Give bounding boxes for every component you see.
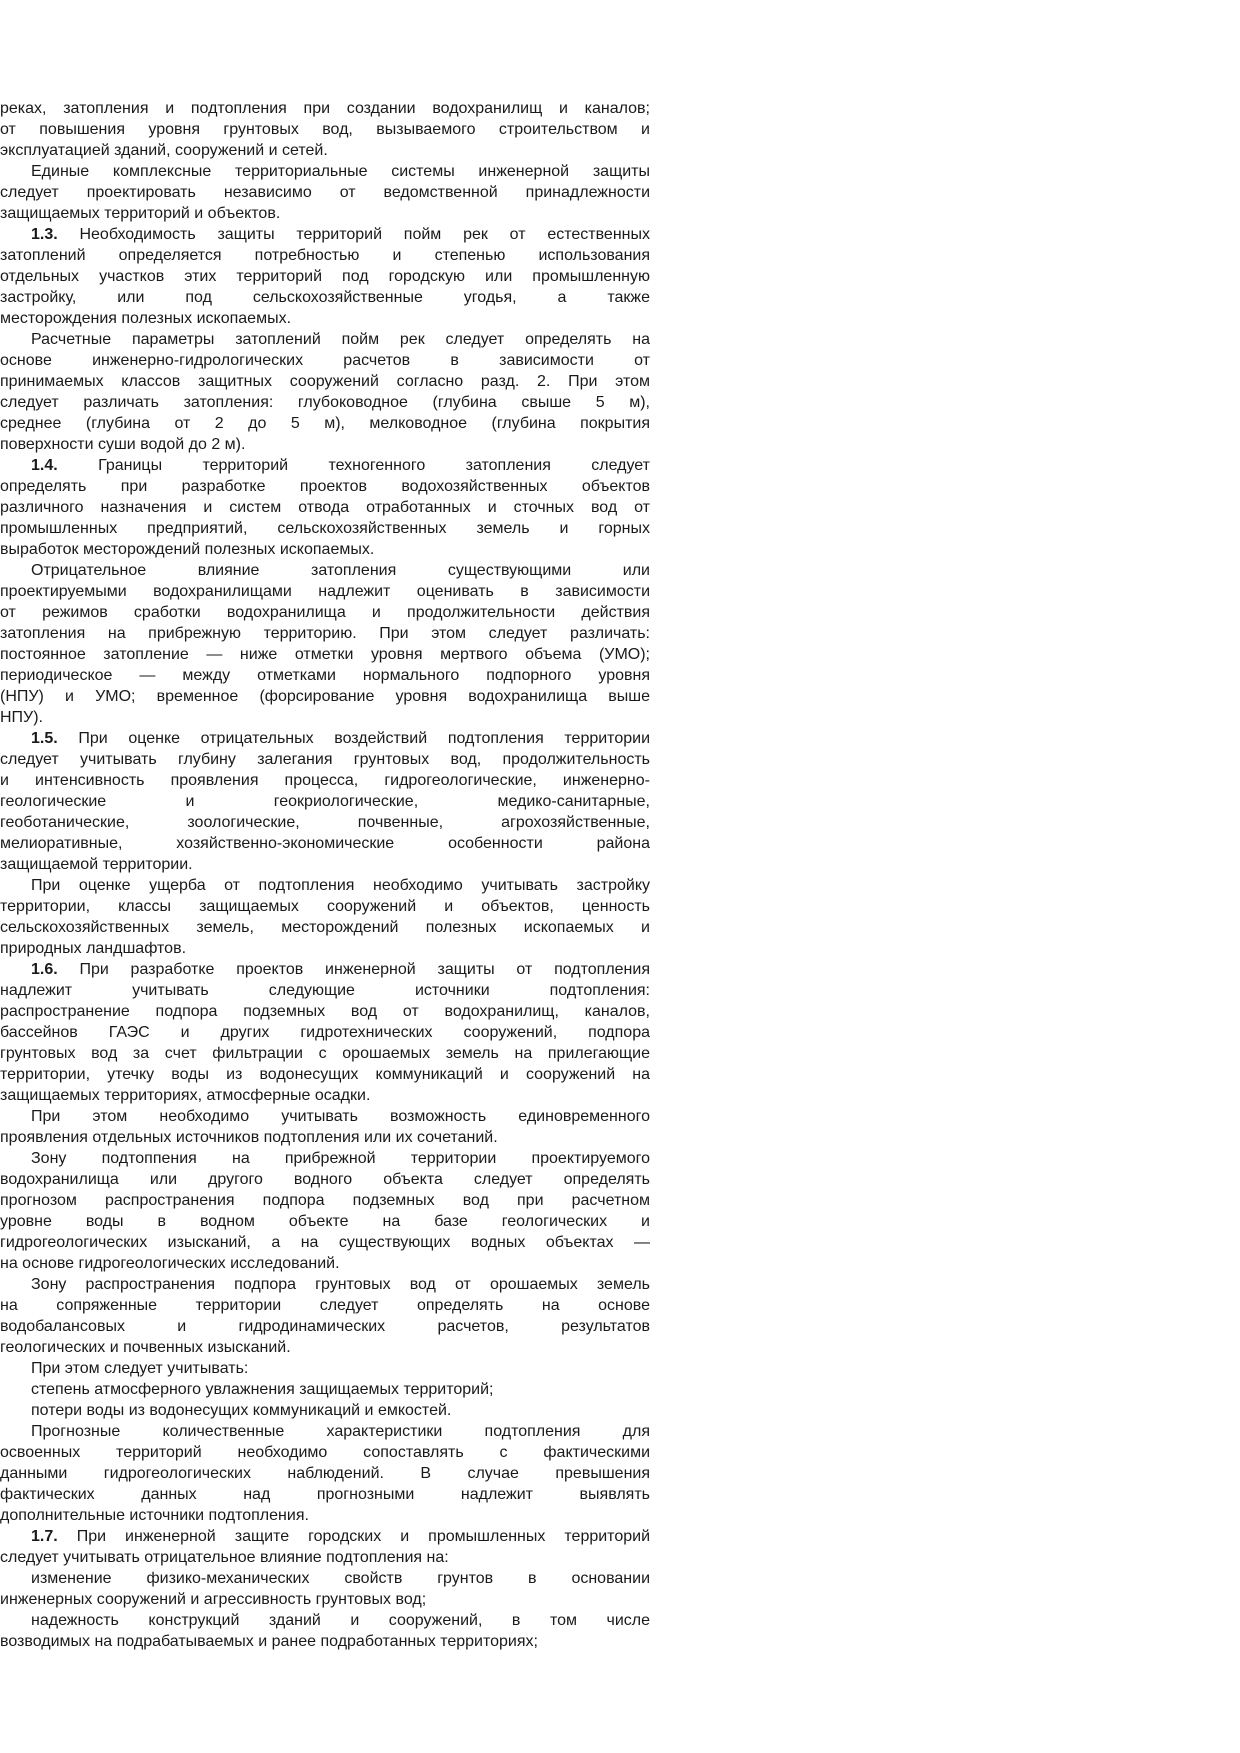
line-text: основе инженерно-гидрологических расчетов в зависимости от: [0, 352, 650, 369]
text-line: [0, 1484, 650, 1505]
text-line: [0, 476, 650, 497]
line-text: НПУ).: [0, 709, 43, 726]
line-text: Отрицательное влияние затопления существующими или: [31, 562, 650, 579]
line-text: выработок месторождений полезных ископаемых.: [0, 541, 375, 558]
line-text: среднее (глубина от 2 до 5 м), мелководное (глубина покрытия: [0, 415, 650, 432]
text-line: [0, 1358, 650, 1379]
line-text: Зону распространения подпора грунтовых вод от орошаемых земель: [31, 1276, 650, 1293]
text-line: [0, 1253, 650, 1274]
text-line: [0, 1085, 650, 1106]
paragraph: [0, 1568, 650, 1610]
line-text: При этом следует учитывать:: [31, 1360, 249, 1377]
text-line: [0, 938, 650, 959]
paragraph: [0, 1106, 650, 1148]
line-text: уровне воды в водном объекте на базе геологических и: [0, 1213, 650, 1230]
line-text: и интенсивность проявления процесса, гидрогеологические, инженерно-: [0, 772, 650, 789]
text-line: [0, 1043, 650, 1064]
line-text: потери воды из водонесущих коммуникаций и емкостей.: [31, 1402, 452, 1419]
text-line: [0, 497, 650, 518]
line-text: освоенных территорий необходимо сопоставлять с фактическими: [0, 1444, 650, 1461]
line-text: отдельных участков этих территорий под городскую или промышленную: [0, 268, 650, 285]
line-text: застройку, или под сельскохозяйственные угодья, а также: [0, 289, 650, 306]
text-line: [0, 1400, 650, 1421]
document-body: [0, 98, 650, 1652]
paragraph: [0, 1400, 650, 1421]
line-text: Единые комплексные территориальные системы инженерной защиты: [31, 163, 650, 180]
line-text: бассейнов ГАЭС и других гидротехнических сооружений, подпора: [0, 1024, 650, 1041]
paragraph: [0, 875, 650, 959]
line-text: месторождения полезных ископаемых.: [0, 310, 292, 327]
line-text: (НПУ) и УМО; временное (форсирование уровня водохранилища выше: [0, 688, 650, 705]
line-text: При разработке проектов инженерной защиты от подтопления: [57, 961, 650, 978]
line-text: проектируемыми водохранилищами надлежит оценивать в зависимости: [0, 583, 650, 600]
text-line: [0, 1589, 650, 1610]
section-number: 1.7.: [31, 1528, 58, 1545]
line-text: При оценке ущерба от подтопления необходимо учитывать застройку: [31, 877, 650, 894]
line-text: водохранилища или другого водного объекта следует определять: [0, 1171, 650, 1188]
text-line: [0, 686, 650, 707]
line-text: данными гидрогеологических наблюдений. В случае превышения: [0, 1465, 650, 1482]
line-text: защищаемых территорий и объектов.: [0, 205, 281, 222]
paragraph: [0, 1610, 650, 1652]
line-text: прогнозом распространения подпора подземных вод при расчетном: [0, 1192, 650, 1209]
line-text: При инженерной защите городских и промышленных территорий: [57, 1528, 650, 1545]
line-text: периодическое — между отметками нормального подпорного уровня: [0, 667, 650, 684]
text-line: [0, 1526, 650, 1547]
text-line: [0, 1064, 650, 1085]
text-line: [0, 1127, 650, 1148]
text-line: [0, 1295, 650, 1316]
paragraph: [0, 1148, 650, 1274]
text-line: [0, 1379, 650, 1400]
text-line: [0, 434, 650, 455]
text-line: [0, 182, 650, 203]
text-line: [0, 1421, 650, 1442]
line-text: дополнительные источники подтопления.: [0, 1507, 309, 1524]
line-text: затоплений определяется потребностью и степенью использования: [0, 247, 650, 264]
text-line: [0, 1190, 650, 1211]
section-number: 1.4.: [31, 457, 58, 474]
line-text: защищаемой территории.: [0, 856, 193, 873]
line-text: следует различать затопления: глубоководное (глубина свыше 5 м),: [0, 394, 650, 411]
line-text: изменение физико-механических свойств грунтов в основании: [31, 1570, 650, 1587]
text-line: [0, 1547, 650, 1568]
text-line: [0, 875, 650, 896]
paragraph: [0, 161, 650, 224]
text-line: [0, 140, 650, 161]
line-text: территории, классы защищаемых сооружений и объектов, ценность: [0, 898, 650, 915]
text-line: [0, 581, 650, 602]
text-line: [0, 329, 650, 350]
line-text: принимаемых классов защитных сооружений согласно разд. 2. При этом: [0, 373, 650, 390]
text-line: [0, 98, 650, 119]
paragraph: [0, 1421, 650, 1526]
line-text: на сопряженные территории следует определять на основе: [0, 1297, 650, 1314]
line-text: геологические и геокриологические, медико-санитарные,: [0, 793, 650, 810]
line-text: промышленных предприятий, сельскохозяйственных земель и горных: [0, 520, 650, 537]
text-line: [0, 833, 650, 854]
line-text: постоянное затопление — ниже отметки уровня мертвого объема (УМО);: [0, 646, 650, 663]
line-text: территории, утечку воды из водонесущих коммуникаций и сооружений на: [0, 1066, 650, 1083]
line-text: Границы территорий техногенного затопления следует: [57, 457, 650, 474]
line-text: водобалансовых и гидродинамических расчетов, результатов: [0, 1318, 650, 1335]
text-line: [0, 1211, 650, 1232]
line-text: надежность конструкций зданий и сооружений, в том числе: [31, 1612, 650, 1629]
line-text: степень атмосферного увлажнения защищаемых территорий;: [31, 1381, 494, 1398]
line-text: различного назначения и систем отвода отработанных и сточных вод от: [0, 499, 650, 516]
line-text: возводимых на подрабатываемых и ранее подработанных территориях;: [0, 1633, 538, 1650]
line-text: грунтовых вод за счет фильтрации с орошаемых земель на прилегающие: [0, 1045, 650, 1062]
text-line: [0, 392, 650, 413]
text-line: [0, 602, 650, 623]
text-line: [0, 413, 650, 434]
text-line: [0, 623, 650, 644]
text-line: [0, 224, 650, 245]
text-line: [0, 665, 650, 686]
line-text: определять при разработке проектов водохозяйственных объектов: [0, 478, 650, 495]
text-line: [0, 1610, 650, 1631]
text-line: [0, 1232, 650, 1253]
text-line: [0, 812, 650, 833]
paragraph: [0, 1379, 650, 1400]
line-text: следует проектировать независимо от ведомственной принадлежности: [0, 184, 650, 201]
text-line: [0, 518, 650, 539]
line-text: от режимов сработки водохранилища и продолжительности действия: [0, 604, 650, 621]
text-line: [0, 896, 650, 917]
line-text: Прогнозные количественные характеристики подтопления для: [31, 1423, 650, 1440]
line-text: затопления на прибрежную территорию. При этом следует различать:: [0, 625, 650, 642]
line-text: реках, затопления и подтопления при создании водохранилищ и каналов;: [0, 100, 650, 117]
text-line: [0, 161, 650, 182]
text-line: [0, 560, 650, 581]
line-text: При оценке отрицательных воздействий подтопления территории: [57, 730, 650, 747]
text-line: [0, 266, 650, 287]
line-text: распространение подпора подземных вод от водохранилищ, каналов,: [0, 1003, 650, 1020]
text-line: [0, 1337, 650, 1358]
line-text: сельскохозяйственных земель, месторождений полезных ископаемых и: [0, 919, 650, 936]
paragraph: [0, 329, 650, 455]
text-line: [0, 1169, 650, 1190]
text-line: [0, 644, 650, 665]
text-line: [0, 1631, 650, 1652]
text-line: [0, 308, 650, 329]
text-line: [0, 1106, 650, 1127]
section-number: 1.5.: [31, 730, 58, 747]
text-line: [0, 980, 650, 1001]
text-line: [0, 770, 650, 791]
text-line: [0, 1463, 650, 1484]
line-text: гидрогеологических изысканий, а на существующих водных объектах —: [0, 1234, 650, 1251]
line-text: защищаемых территориях, атмосферные осадки.: [0, 1087, 371, 1104]
paragraph: [0, 1526, 650, 1568]
line-text: эксплуатацией зданий, сооружений и сетей.: [0, 142, 328, 159]
text-line: [0, 959, 650, 980]
text-line: [0, 119, 650, 140]
line-text: поверхности суши водой до 2 м).: [0, 436, 246, 453]
section-number: 1.3.: [31, 226, 58, 243]
text-line: [0, 749, 650, 770]
text-line: [0, 203, 650, 224]
text-line: [0, 791, 650, 812]
text-line: [0, 1148, 650, 1169]
text-line: [0, 1316, 650, 1337]
text-line: [0, 1505, 650, 1526]
text-line: [0, 854, 650, 875]
line-text: от повышения уровня грунтовых вод, вызываемого строительством и: [0, 121, 650, 138]
text-line: [0, 371, 650, 392]
line-text: геоботанические, зоологические, почвенные, агрохозяйственные,: [0, 814, 650, 831]
paragraph: [0, 455, 650, 560]
line-text: надлежит учитывать следующие источники подтопления:: [0, 982, 650, 999]
text-line: [0, 917, 650, 938]
paragraph: [0, 1274, 650, 1358]
line-text: геологических и почвенных изысканий.: [0, 1339, 291, 1356]
text-line: [0, 455, 650, 476]
line-text: следует учитывать отрицательное влияние подтопления на:: [0, 1549, 449, 1566]
section-number: 1.6.: [31, 961, 58, 978]
text-line: [0, 1001, 650, 1022]
paragraph: [0, 1358, 650, 1379]
text-line: [0, 1442, 650, 1463]
text-line: [0, 287, 650, 308]
text-line: [0, 707, 650, 728]
line-text: мелиоративные, хозяйственно-экономические особенности района: [0, 835, 650, 852]
line-text: инженерных сооружений и агрессивность грунтовых вод;: [0, 1591, 427, 1608]
line-text: Расчетные параметры затоплений пойм рек следует определять на: [31, 331, 650, 348]
line-text: фактических данных над прогнозными надлежит выявлять: [0, 1486, 650, 1503]
paragraph: [0, 959, 650, 1106]
text-line: [0, 1568, 650, 1589]
line-text: проявления отдельных источников подтопления или их сочетаний.: [0, 1129, 498, 1146]
text-line: [0, 728, 650, 749]
line-text: природных ландшафтов.: [0, 940, 187, 957]
line-text: При этом необходимо учитывать возможность единовременного: [31, 1108, 650, 1125]
text-line: [0, 245, 650, 266]
paragraph: [0, 728, 650, 875]
text-line: [0, 539, 650, 560]
paragraph: [0, 98, 650, 161]
line-text: следует учитывать глубину залегания грунтовых вод, продолжительность: [0, 751, 650, 768]
text-line: [0, 1022, 650, 1043]
text-line: [0, 350, 650, 371]
line-text: на основе гидрогеологических исследований.: [0, 1255, 340, 1272]
line-text: Зону подтоппения на прибрежной территории проектируемого: [31, 1150, 650, 1167]
line-text: Необходимость защиты территорий пойм рек от естественных: [57, 226, 650, 243]
paragraph: [0, 224, 650, 329]
paragraph: [0, 560, 650, 728]
text-line: [0, 1274, 650, 1295]
